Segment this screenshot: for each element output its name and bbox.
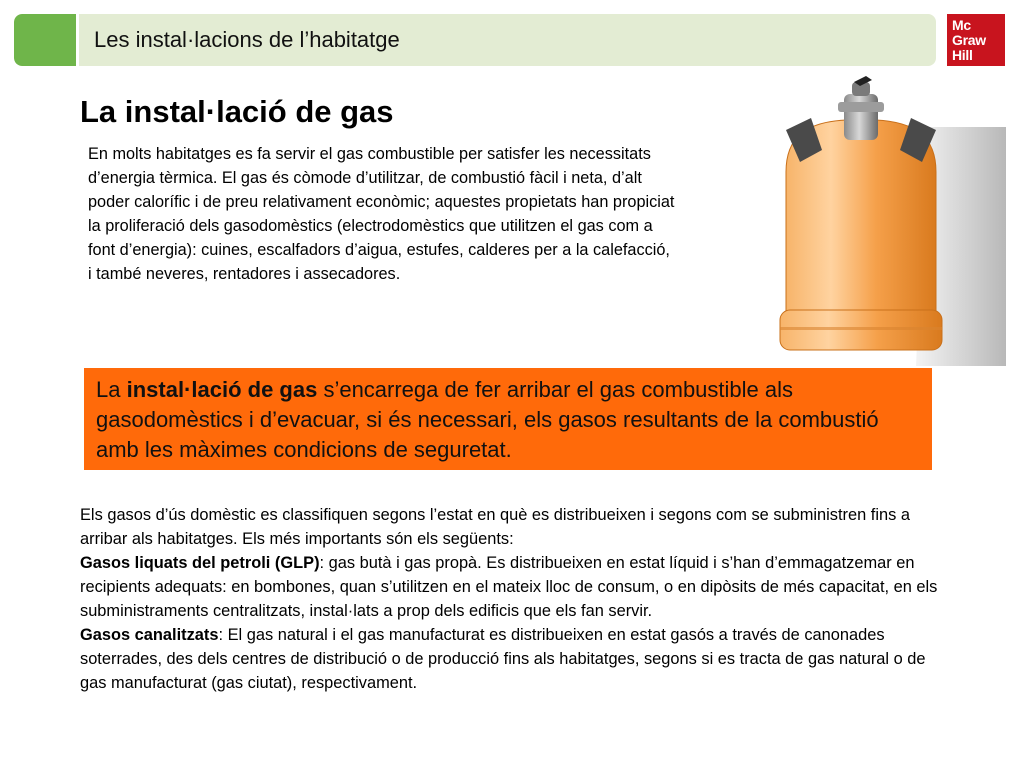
canalitzats-paragraph: Gasos canalitzats: El gas natural i el gas manufacturat es distribueixen en estat gasós a través de canonades soterrades, des dels centres de distribució o de producció fins als habitatges, segons si es tracta de gas natural o de gas manufacturat (gas ciutat), respectivament. [80,626,926,692]
header-bar [14,14,936,66]
definition-box: La instal·lació de gas s’encarrega de fer arribar el gas combustible als gasodomèstics i d’evacuar, si és necessari, els gasos resultants de la combustió amb les màximes condicions de seguretat. [84,368,932,470]
header-accent [14,14,76,66]
header-divider [76,14,79,66]
mcgraw-hill-logo: Mc Graw Hill [947,14,1005,66]
gas-classification [80,503,940,695]
page-title: La instal·lació de gas [80,94,394,129]
intro-paragraph: En molts habitatges es fa servir el gas combustible per satisfer les necessitats d’energia tèrmica. El gas és còmode d’utilitzar, de combustió fàcil i neta, d’alt poder calorífic i de preu relativament econòmic; aquestes propietats han propiciat la proliferació dels gasodomèstics (electrodomèstics que utilitzen el gas com a font d’energia): cuines, escalfadors d’aigua, estufes, calderes per a la calefacció, i també neveres, rentadores i assecadores. [88,145,675,283]
definition-term: instal·lació de gas [126,377,318,402]
header-title: Les instal·lacions de l’habitatge [94,27,400,52]
gas-bottle-image [766,72,1006,366]
classification-intro: Els gasos d’ús domèstic es classifiquen segons l’estat en què es distribueixen i segons com se subministren fins a arribar als habitatges. Els més importants són els següents: [80,506,910,548]
glp-paragraph: Gasos liquats del petroli (GLP): gas butà i gas propà. Es distribueixen en estat líquid i s’han d’emmagatzemar en recipients adequats: en bombones, quan s’utilitzen en el mateix lloc de consum, o en dipòsits de més capacitat, en els subministraments centralitzats, instal·lats a prop dels edificis que els fan servir. [80,554,938,620]
